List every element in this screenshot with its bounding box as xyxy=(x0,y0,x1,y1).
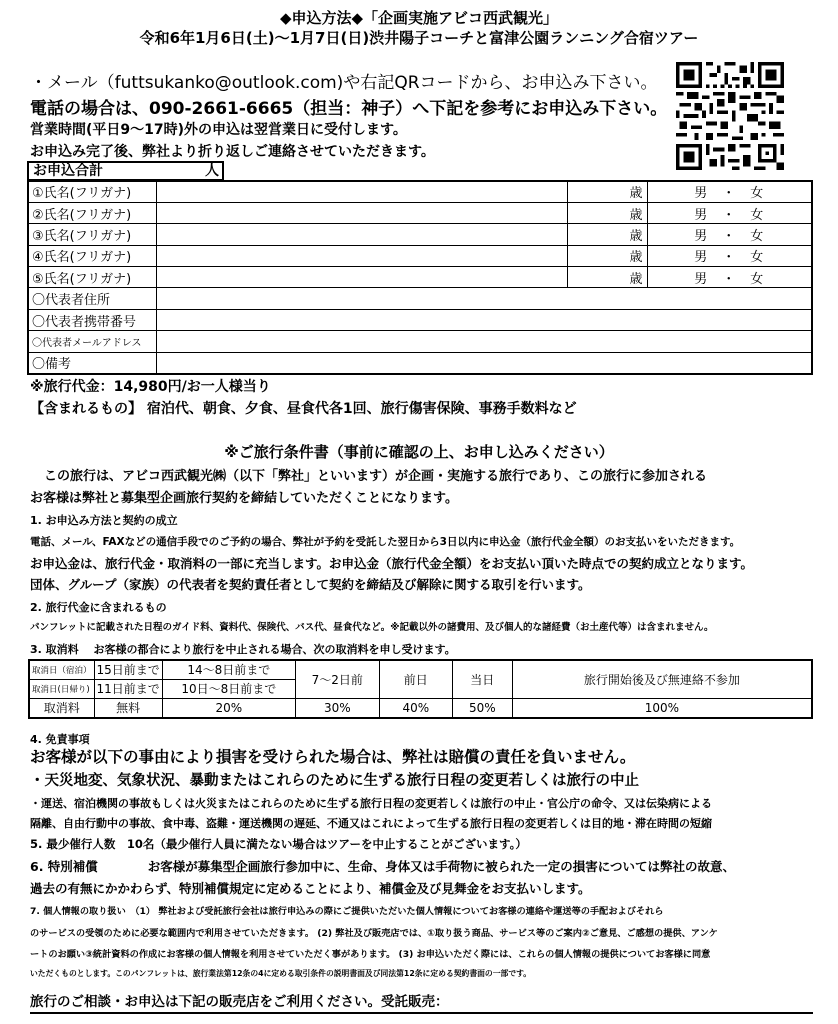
footer-contact: 旅行のご相談・お申込は下記の販売店をご利用ください。受託販売： xyxy=(30,994,449,1010)
remarks-label: 〇備考 xyxy=(28,352,156,373)
name-row[interactable] xyxy=(28,267,812,288)
sex-field[interactable]: 男 ・ 女 xyxy=(647,267,812,288)
rep-phone-label: 〇代表者携帯番号 xyxy=(28,309,156,330)
section-1-text-a: 電話、メール、FAXなどの通信手段でのご予約の場合、弊社が予約を受託した翌日から3日以内に申込金（旅行代金全額）のお支払いをいただきます。 xyxy=(30,536,741,548)
cancel-col-d: 前日 xyxy=(379,660,452,698)
cancel-date-day-label: 取消日(日帰り) xyxy=(29,679,94,698)
section-4-text-d: 隔離、自由行動中の事故、食中毒、盗難・運送機関の遅延、不通又はこれによって生ずる旅行日程の変更若しくは目的地・滞在時間の短縮 xyxy=(30,817,712,830)
phone-instruction: 電話の場合は、090-2661-6665（担当：神子）へ下記を参考にお申込み下さい。 xyxy=(30,99,668,119)
cancel-fee-value: 100% xyxy=(512,698,812,718)
cancel-col-b-day: 10日～8日前まで xyxy=(162,679,295,698)
section-2-title: 2. 旅行代金に含まれるもの xyxy=(30,601,167,614)
name-field[interactable] xyxy=(156,202,567,223)
conditions-intro-1: この旅行は、アビコ西武観光㈱（以下「弊社」といいます）が企画・実施する旅行であり、この旅行に参加される xyxy=(44,469,708,484)
name-label: ④氏名(フリガナ) xyxy=(28,245,156,266)
section-2-text: パンフレットに記載された日程のガイド料、資料代、保険代、バス代、昼食代など。※記載以外の諸費用、及び個人的な諸経費（お土産代等）は含まれません。 xyxy=(30,622,714,633)
cancel-col-a-day: 11日前まで xyxy=(94,679,162,698)
total-label: お申込合計 xyxy=(33,163,103,179)
qr-code-icon[interactable] xyxy=(676,62,784,170)
sex-field[interactable]: 男 ・ 女 xyxy=(647,224,812,245)
section-6-text-b: 過去の有無にかかわらず、特別補償規定に定めることにより、補償金及び見舞金をお支払いします。 xyxy=(30,881,591,896)
rep-email-field[interactable] xyxy=(156,331,812,352)
total-applicants-box[interactable] xyxy=(27,161,224,181)
footer-divider xyxy=(30,1012,813,1014)
cancel-fee-value: 30% xyxy=(295,698,379,718)
cancel-fee-value: 無料 xyxy=(94,698,162,718)
name-field[interactable] xyxy=(156,224,567,245)
section-7-text-b: のサービスの受領のために必要な範囲内で利用させていただきます。 (2) 弊社及び販売店では、①取り扱う商品、サービス等のご案内②ご意見、ご感想の提供、アンケ xyxy=(30,928,718,939)
name-row[interactable] xyxy=(28,181,812,202)
conditions-intro-2: お客様は弊社と募集型企画旅行契約を締結していただくことになります。 xyxy=(30,491,458,506)
name-label: ⑤氏名(フリガナ) xyxy=(28,267,156,288)
rep-email-label: 〇代表者メールアドレス xyxy=(28,331,156,352)
section-6-text-a: 6. 特別補償 お客様が募集型企画旅行参加中に、生命、身体又は手荷物に被られた一定の損害については弊社の故意、 xyxy=(30,859,736,874)
name-field[interactable] xyxy=(156,181,567,202)
business-hours: 営業時間(平日9～17時)外の申込は翌営業日に受付します。 xyxy=(30,122,407,138)
name-row[interactable] xyxy=(28,224,812,245)
cancel-fee-label: 取消料 xyxy=(29,698,94,718)
name-label: ③氏名(フリガナ) xyxy=(28,224,156,245)
section-4-text-c: ・運送、宿泊機関の事故もしくは火災またはこれらのために生ずる旅行日程の変更若しくは旅行の中止・官公庁の命令、又は伝染病による xyxy=(30,797,712,810)
cancel-col-c: 7～2日前 xyxy=(295,660,379,698)
cancel-fee-value: 20% xyxy=(162,698,295,718)
total-unit: 人 xyxy=(205,163,219,179)
age-field[interactable]: 歳 xyxy=(567,202,647,223)
section-4-text-b: ・天災地変、気象状況、暴動またはこれらのために生ずる旅行日程の変更若しくは旅行の中止 xyxy=(30,773,639,789)
header-subtitle: 令和6年1月6日(土)～1月7日(日)渋井陽子コーチと富津公園ランニング合宿ツアー xyxy=(139,29,699,47)
section-1-title: 1. お申込み方法と契約の成立 xyxy=(30,514,178,527)
age-field[interactable]: 歳 xyxy=(567,224,647,245)
included-items: 【含まれるもの】 宿泊代、朝食、夕食、昼食代各1回、旅行傷害保険、事務手数料など xyxy=(30,401,577,417)
cancel-fee-value: 50% xyxy=(452,698,512,718)
name-row[interactable] xyxy=(28,245,812,266)
section-7-text-a: 7. 個人情報の取り扱い （1） 弊社および受託旅行会社は旅行申込みの際にご提供いただいた個人情報についてお客様の連絡や運送等の手配およびそれら xyxy=(30,906,664,917)
age-field[interactable]: 歳 xyxy=(567,267,647,288)
conditions-title: ※ご旅行条件書（事前に確認の上、お申し込みください） xyxy=(224,443,614,461)
section-4-text-a: お客様が以下の事由により損害を受けられた場合は、弊社は賠償の責任を負いません。 xyxy=(30,748,636,766)
sex-field[interactable]: 男 ・ 女 xyxy=(647,245,812,266)
cancel-col-f: 旅行開始後及び無連絡不参加 xyxy=(512,660,812,698)
cancel-col-a-stay: 15日前まで xyxy=(94,660,162,679)
cancel-fee-value: 40% xyxy=(379,698,452,718)
cancel-col-b-stay: 14～8日前まで xyxy=(162,660,295,679)
application-form-table xyxy=(27,180,813,375)
cancel-col-e: 当日 xyxy=(452,660,512,698)
name-label: ①氏名(フリガナ) xyxy=(28,181,156,202)
rep-address-field[interactable] xyxy=(156,288,812,309)
section-5-text: 5. 最少催行人数 10名（最少催行人員に満たない場合はツアーを中止することがございます。） xyxy=(30,837,527,851)
rep-phone-field[interactable] xyxy=(156,309,812,330)
section-7-text-d: いただくものとします。このパンフレットは、旅行業法第12条の4に定める取引条件の説明書面及び同法第12条に定める契約書面の一部です。 xyxy=(30,969,532,978)
section-1-text-b: お申込金は、旅行代金・取消料の一部に充当します。お申込金（旅行代金全額）をお支払い頂いた時点での契約成立となります。 xyxy=(30,556,754,571)
remarks-field[interactable] xyxy=(156,352,812,373)
section-1-text-c: 団体、グループ（家族）の代表者を契約責任者として契約を締結及び解除に関する取引を行います。 xyxy=(30,577,591,592)
name-row[interactable] xyxy=(28,202,812,223)
sex-field[interactable]: 男 ・ 女 xyxy=(647,202,812,223)
section-7-text-c: ートのお願い③統計資料の作成にお客様の個人情報を利用させていただく事があります。 (3) お申込いただく際には、これらの個人情報の提供についてお客様に同意 xyxy=(30,949,711,960)
cancellation-fee-table xyxy=(28,659,813,719)
age-field[interactable]: 歳 xyxy=(567,245,647,266)
age-field[interactable]: 歳 xyxy=(567,181,647,202)
section-3-title: 3. 取消料 お客様の都合により旅行を中止される場合、次の取消料を申し受けます。 xyxy=(30,643,456,656)
reply-note: お申込み完了後、弊社より折り返しご連絡させていただきます。 xyxy=(30,144,435,160)
sex-field[interactable]: 男 ・ 女 xyxy=(647,181,812,202)
rep-address-label: 〇代表者住所 xyxy=(28,288,156,309)
mail-instruction: ・メール（futtsukanko@outlook.com)や右記QRコードから、お申込み下さい。 xyxy=(30,73,658,93)
section-4-title: 4. 免責事項 xyxy=(30,733,90,746)
tour-price: ※旅行代金：14,980円/お一人様当り xyxy=(30,379,271,395)
name-field[interactable] xyxy=(156,245,567,266)
cancel-date-stay-label: 取消日（宿泊） xyxy=(29,660,94,679)
name-field[interactable] xyxy=(156,267,567,288)
header-title: ◆申込方法◆「企画実施アビコ西武観光」 xyxy=(279,9,559,27)
name-label: ②氏名(フリガナ) xyxy=(28,202,156,223)
